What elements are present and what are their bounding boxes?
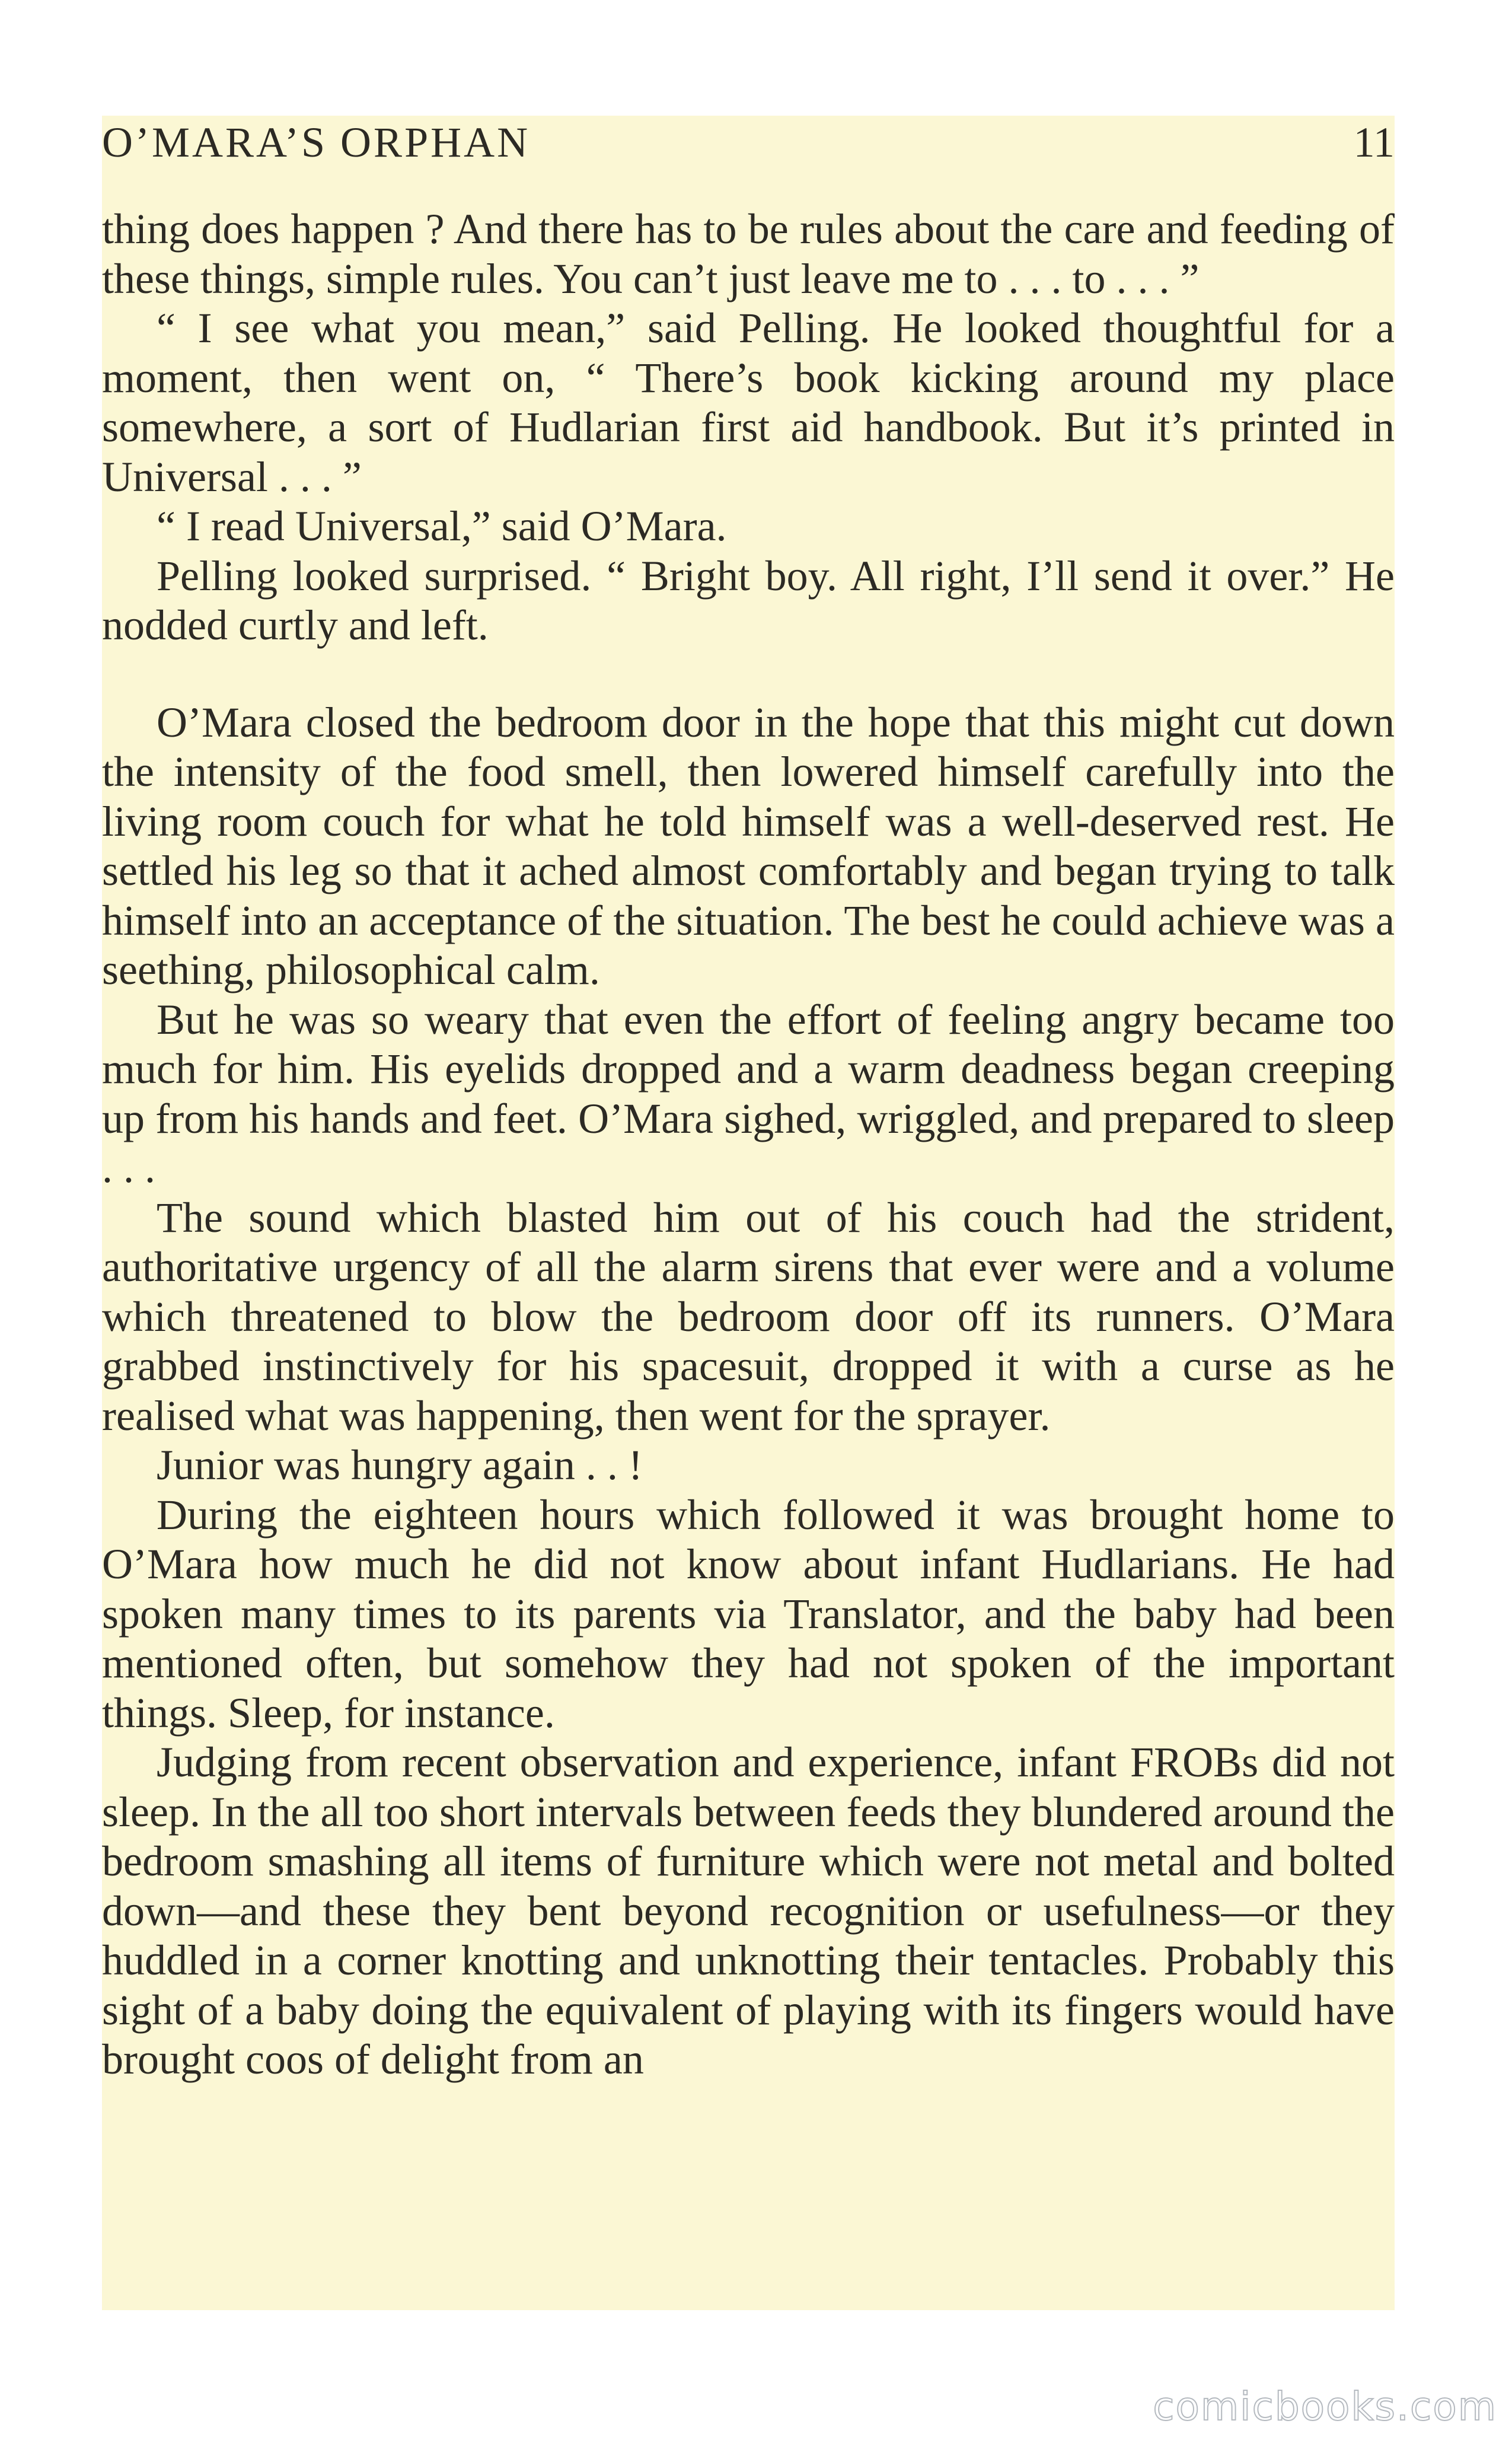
paragraph: During the eighteen hours which followed it was brought home to O’Mara how much he did not know about infant Hudlarians. He had spoken many times to its parents via Translator, and the baby had been mentioned often, but somehow they had not spoken of the important things. Sleep, for instance. — [102, 1490, 1395, 1737]
body-text — [102, 205, 1395, 2085]
paragraph: Judging from recent observation and experience, infant FROBs did not sleep. In the all too short intervals between feeds they blundered around the bedroom smashing all items of furniture which were not metal and bolted down—and these they bent beyond recognition or usefulness—or they huddled in a corner knotting and unknotting their tentacles. Probably this sight of a baby doing the equivalent of playing with its fingers would have brought coos of delight from an — [102, 1738, 1395, 2083]
paragraph: O’Mara closed the bedroom door in the hope that this might cut down the intensity of the food smell, then lowered himself carefully into the living room couch for what he told himself was a well-deserved rest. He settled his leg so that it ached almost comfortably and began trying to talk himself into an acceptance of the situation. The best he could achieve was a seething, philosophical calm. — [102, 698, 1395, 993]
paragraph: “ I read Universal,” said O’Mara. — [157, 502, 727, 550]
site-watermark: comicbooks.com — [1153, 2384, 1497, 2429]
paragraph: The sound which blasted him out of his couch had the strident, authoritative urgency of all the alarm sirens that ever were and a volume which threatened to blow the bedroom door off its runners. O’Mara grabbed instinctively for his spacesuit, dropped it with a curse as he realised what was happening, then went for the sprayer. — [102, 1193, 1395, 1439]
page-number: 11 — [1353, 119, 1395, 166]
paragraph: Junior was hungry again . . ! — [157, 1441, 643, 1489]
paragraph: “ I see what you mean,” said Pelling. He looked thoughtful for a moment, then went on, “ There’s book kicking around my place somewhere, a sort of Hudlarian first aid handbook. But it’s printed in Universal . . . ” — [102, 304, 1395, 501]
running-title: O’MARA’S ORPHAN — [102, 119, 531, 166]
running-header — [102, 110, 1395, 175]
paragraph: Pelling looked surprised. “ Bright boy. All right, I’ll send it over.” He nodded curtly and left. — [102, 552, 1395, 649]
paragraph: But he was so weary that even the effort of feeling angry became too much for him. His eyelids dropped and a warm deadness began creeping up from his hands and feet. O’Mara sighed, wriggled, and prepared to sleep . . . — [102, 995, 1395, 1192]
paragraph: thing does happen ? And there has to be rules about the care and feeding of these things, simple rules. You can’t just leave me to . . . to . . . ” — [102, 205, 1395, 302]
